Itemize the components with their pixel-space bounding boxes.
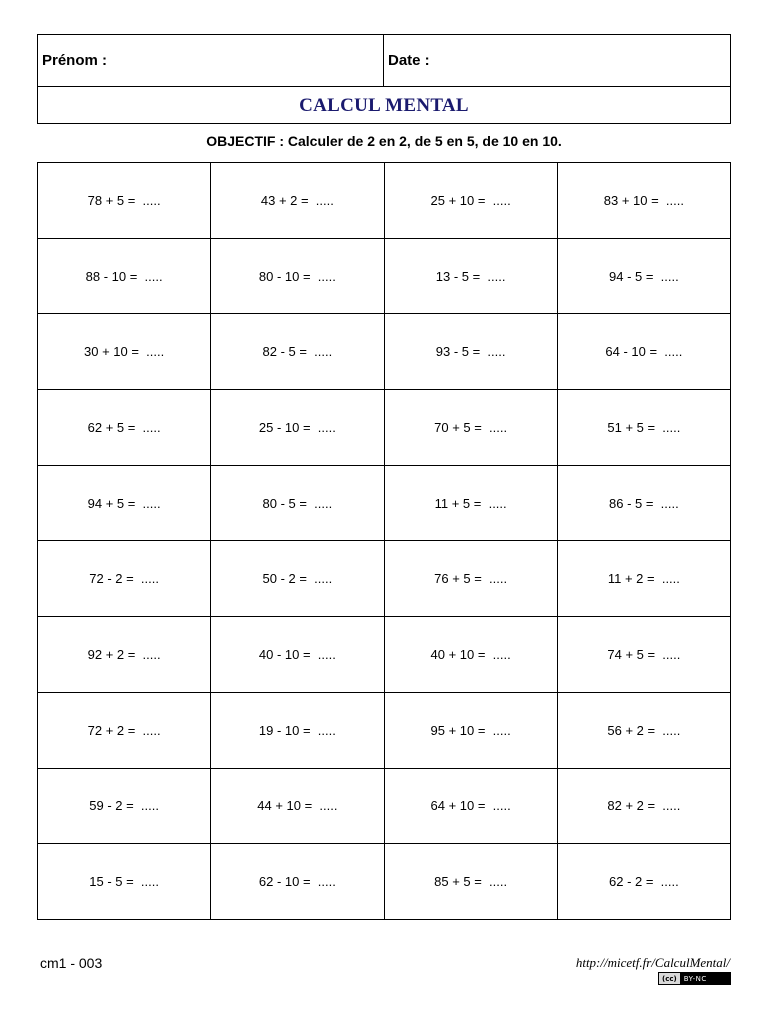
exercise-equation: 80 - 10 = ..... (258, 268, 336, 284)
exercise-equation: 74 + 5 = ..... (607, 647, 681, 663)
exercise-cell (558, 693, 731, 769)
exercise-equation: 64 - 10 = ..... (605, 344, 683, 360)
exercise-cell (38, 693, 211, 769)
exercise-cell (211, 693, 384, 769)
exercise-cell (385, 844, 558, 920)
exercise-cell (211, 314, 384, 390)
exercise-equation: 62 - 10 = ..... (258, 874, 336, 890)
exercise-equation: 76 + 5 = ..... (434, 571, 508, 587)
exercise-equation: 86 - 5 = ..... (609, 495, 679, 511)
exercise-equation: 72 - 2 = ..... (89, 571, 159, 587)
cc-icon: (cc) (659, 973, 680, 984)
exercise-equation: 93 - 5 = ..... (435, 344, 506, 360)
exercise-equation: 88 - 10 = ..... (85, 268, 163, 284)
exercise-equation: 13 - 5 = ..... (435, 268, 506, 284)
exercise-equation: 51 + 5 = ..... (607, 419, 681, 435)
exercise-equation: 78 + 5 = ..... (87, 192, 161, 208)
header-box (37, 34, 731, 124)
exercise-cell (558, 390, 731, 466)
exercise-cell (558, 466, 731, 542)
exercise-equation: 40 + 10 = ..... (430, 647, 511, 663)
exercise-equation: 83 + 10 = ..... (603, 192, 684, 208)
exercise-cell (385, 693, 558, 769)
date-field-label: Date : (388, 52, 430, 69)
exercise-equation: 62 + 5 = ..... (87, 419, 161, 435)
exercise-equation: 11 + 5 = ..... (434, 495, 507, 511)
exercise-grid (37, 162, 731, 920)
exercise-cell (385, 314, 558, 390)
exercise-equation: 30 + 10 = ..... (84, 344, 165, 360)
exercise-cell (558, 163, 731, 239)
exercise-cell (211, 239, 384, 315)
license-badge (658, 972, 731, 985)
exercise-cell (38, 390, 211, 466)
exercise-cell (211, 769, 384, 845)
exercise-cell (211, 163, 384, 239)
exercise-cell (38, 314, 211, 390)
exercise-cell (38, 769, 211, 845)
exercise-equation: 82 + 2 = ..... (607, 798, 681, 814)
exercise-cell (211, 617, 384, 693)
exercise-cell (558, 314, 731, 390)
exercise-cell (211, 466, 384, 542)
worksheet-code: cm1 - 003 (40, 955, 103, 971)
exercise-equation: 25 + 10 = ..... (430, 192, 511, 208)
exercise-equation: 85 + 5 = ..... (434, 874, 508, 890)
license-label: BY-NC (683, 974, 707, 983)
exercise-cell (385, 466, 558, 542)
exercise-cell (385, 239, 558, 315)
exercise-cell (38, 617, 211, 693)
exercise-equation: 94 - 5 = ..... (609, 268, 679, 284)
exercise-cell (38, 239, 211, 315)
exercise-equation: 25 - 10 = ..... (258, 419, 336, 435)
exercise-cell (385, 163, 558, 239)
exercise-equation: 82 - 5 = ..... (262, 344, 333, 360)
page-title: CALCUL MENTAL (299, 94, 469, 116)
exercise-cell (385, 769, 558, 845)
exercise-cell (38, 466, 211, 542)
objective-text: OBJECTIF : Calculer de 2 en 2, de 5 en 5, de 10 en 10. (206, 133, 562, 149)
exercise-cell (385, 541, 558, 617)
exercise-equation: 92 + 2 = ..... (87, 647, 161, 663)
exercise-cell (558, 769, 731, 845)
source-url: http://micetf.fr/CalculMental/ (575, 955, 730, 970)
exercise-cell (211, 844, 384, 920)
exercise-cell (38, 163, 211, 239)
exercise-equation: 15 - 5 = ..... (89, 874, 159, 890)
exercise-cell (558, 844, 731, 920)
exercise-equation: 94 + 5 = ..... (87, 495, 161, 511)
exercise-equation: 59 - 2 = ..... (89, 798, 159, 814)
exercise-equation: 50 - 2 = ..... (262, 571, 333, 587)
exercise-equation: 72 + 2 = ..... (87, 722, 161, 738)
exercise-equation: 56 + 2 = ..... (607, 722, 681, 738)
exercise-equation: 43 + 2 = ..... (260, 192, 334, 208)
exercise-cell (38, 844, 211, 920)
exercise-cell (558, 541, 731, 617)
exercise-equation: 11 + 2 = ..... (607, 571, 680, 587)
prenom-field-label: Prénom : (38, 35, 384, 86)
exercise-equation: 19 - 10 = ..... (258, 722, 336, 738)
exercise-equation: 80 - 5 = ..... (262, 495, 333, 511)
exercise-cell (558, 617, 731, 693)
exercise-equation: 40 - 10 = ..... (258, 647, 336, 663)
exercise-cell (385, 390, 558, 466)
header-row (38, 35, 730, 87)
exercise-cell (211, 390, 384, 466)
exercise-cell (558, 239, 731, 315)
exercise-cell (385, 617, 558, 693)
exercise-equation: 44 + 10 = ..... (257, 798, 338, 814)
exercise-equation: 64 + 10 = ..... (430, 798, 511, 814)
exercise-equation: 70 + 5 = ..... (434, 419, 508, 435)
exercise-cell (38, 541, 211, 617)
exercise-equation: 62 - 2 = ..... (609, 874, 679, 890)
exercise-cell (211, 541, 384, 617)
exercise-equation: 95 + 10 = ..... (430, 722, 511, 738)
